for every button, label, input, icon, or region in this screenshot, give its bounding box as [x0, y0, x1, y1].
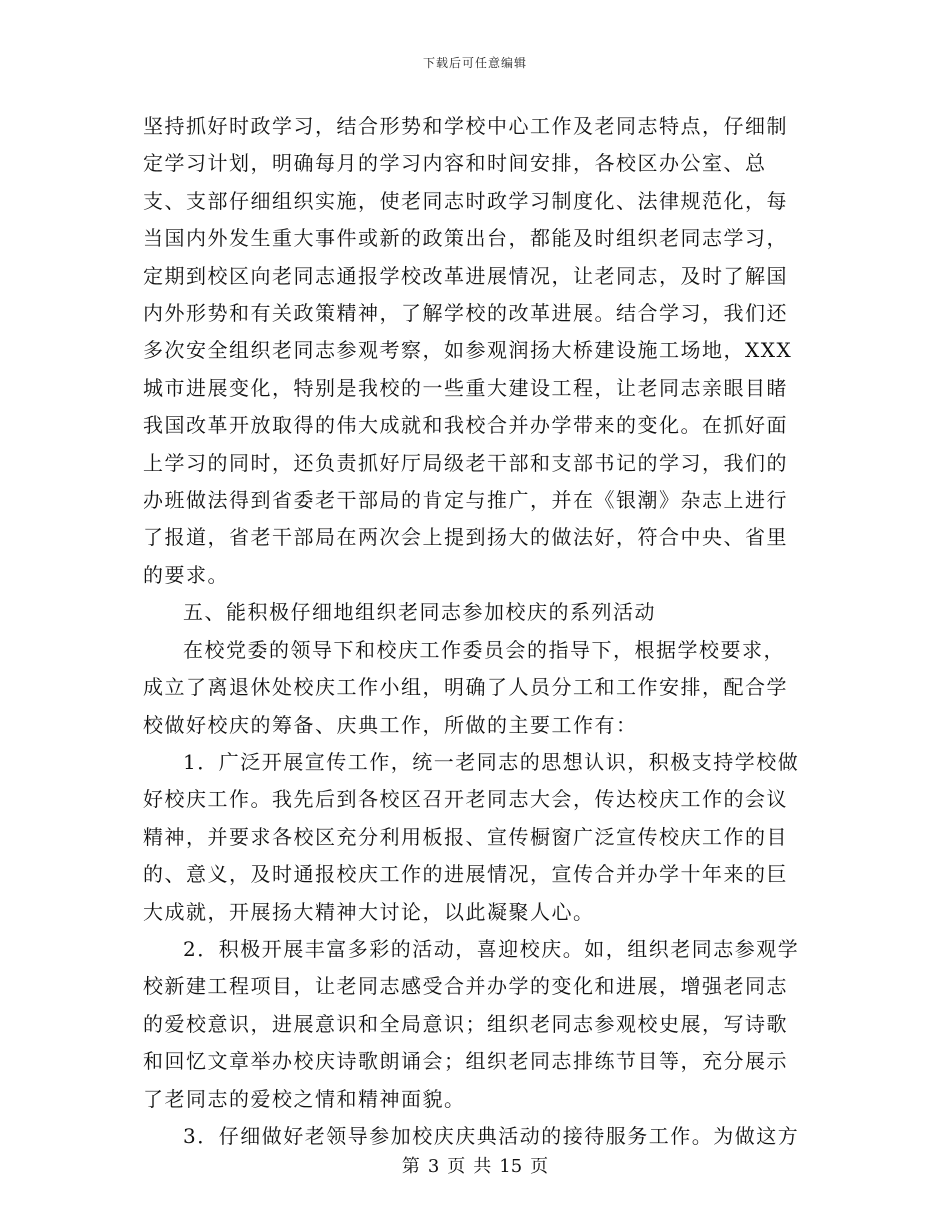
page-footer: [0, 1152, 950, 1178]
page-number: 3: [427, 1156, 440, 1177]
page-header: 下载后可任意编辑: [422, 56, 527, 70]
total-pages: 15: [499, 1156, 523, 1177]
paragraph-intro: 在校党委的领导下和校庆工作委员会的指导下，根据学校要求，成立了离退休处校庆工作小组，明确了人员分工和工作安排，配合学校做好校庆的筹备、庆典工作，所做的主要工作有：: [143, 637, 788, 737]
paragraph-continuation: 坚持抓好时政学习，结合形势和学校中心工作及老同志特点，仔细制定学习计划，明确每月的学习内容和时间安排，各校区办公室、总支、支部仔细组织实施，使老同志时政学习制度化、法律规范化，每当国内外发生重大事件或新的政策出台，都能及时组织老同志学习，定期到校区向老同志通报学校改革进展情况，让老同志，及时了解国内外形势和有关政策精神，了解学校的改革进展。结合学习，我们还多次安全组织老同志参观考察，如参观润扬大桥建设施工场地，XXX城市进展变化，特别是我校的一些重大建设工程，让老同志亲眼目睹我国改革开放取得的伟大成就和我校合并办学带来的变化。在抓好面上学习的同时，还负责抓好厅局级老干部和支部书记的学习，我们的办班做法得到省委老干部局的肯定与推广，并在《银潮》杂志上进行了报道，省老干部局在两次会上提到扬大的做法好，符合中央、省里的要求。: [143, 114, 793, 587]
footer-prefix: 第: [401, 1156, 420, 1177]
footer-total-word: 共: [473, 1156, 492, 1177]
list-item: 3．仔细做好老领导参加校庆庆典活动的接待服务工作。为做这方: [183, 1123, 800, 1148]
section-heading: 五、能积极仔细地组织老同志参加校庆的系列活动: [183, 600, 656, 625]
footer-page-word: 页: [447, 1156, 466, 1177]
footer-suffix: 页: [530, 1156, 549, 1177]
list-item: 2．积极开展丰富多彩的活动，喜迎校庆。如，组织老同志参观学校新建工程项目，让老同志感受合并办学的变化和进展，增强老同志的爱校意识，进展意识和全局意识；组织老同志参观校史展，写诗歌和回忆文章举办校庆诗歌朗诵会；组织老同志排练节目等，充分展示了老同志的爱校之情和精神面貌。: [143, 936, 800, 1111]
list-item: 1．广泛开展宣传工作，统一老同志的思想认识，积极支持学校做好校庆工作。我先后到各校区召开老同志大会，传达校庆工作的会议精神，并要求各校区充分利用板报、宣传橱窗广泛宣传校庆工作的目的、意义，及时通报校庆工作的进展情况，宣传合并办学十年来的巨大成就，开展扬大精神大讨论，以此凝聚人心。: [143, 749, 800, 924]
document-body: [143, 108, 801, 1155]
